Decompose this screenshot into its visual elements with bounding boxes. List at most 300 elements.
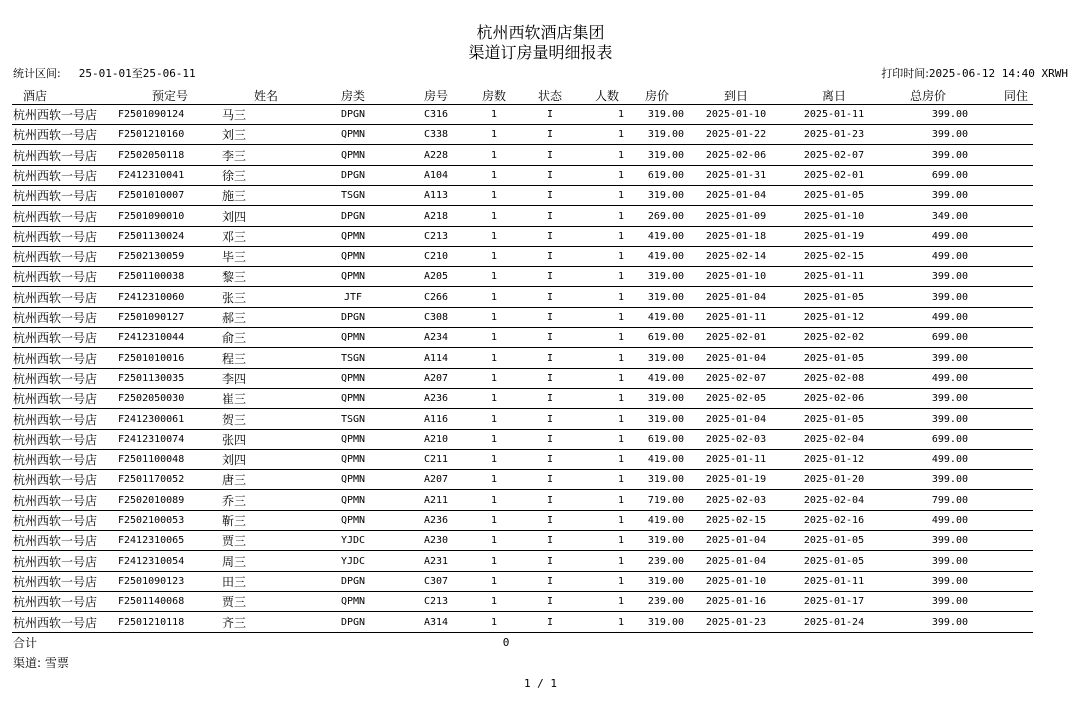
cell-status: I [546, 271, 554, 282]
cell-sharer [983, 267, 1043, 287]
cell-arrival-date: 2025-01-10 [705, 109, 767, 120]
cell-booking-no: F2501100038 [118, 271, 185, 282]
cell-room-count: 1 [490, 495, 498, 506]
cell-persons: 1 [617, 292, 624, 303]
cell-room-rate: 719.00 [647, 495, 684, 506]
cell-hotel: 杭州西软一号店 [13, 128, 98, 142]
cell-room-no: A230 [423, 535, 449, 546]
cell-sharer [983, 389, 1043, 409]
cell-room-rate: 319.00 [647, 414, 684, 425]
cell-booking-no: F2501090127 [118, 312, 185, 323]
cell-arrival-date: 2025-01-23 [705, 617, 767, 628]
cell-guest-name: 贾三 [222, 595, 247, 609]
header-room-rate: 房价 [644, 89, 669, 103]
cell-room-rate: 419.00 [647, 454, 684, 465]
cell-sharer [983, 491, 1043, 511]
cell-total-rate: 399.00 [931, 535, 968, 546]
cell-sharer [983, 247, 1043, 267]
cell-departure-date: 2025-01-11 [803, 576, 865, 587]
cell-sharer [983, 410, 1043, 430]
cell-guest-name: 崔三 [222, 392, 247, 406]
cell-arrival-date: 2025-02-05 [705, 393, 767, 404]
cell-status: I [546, 454, 554, 465]
cell-total-rate: 799.00 [931, 495, 968, 506]
cell-hotel: 杭州西软一号店 [13, 473, 98, 487]
cell-room-count: 1 [490, 150, 498, 161]
cell-booking-no: F2502050118 [118, 150, 185, 161]
row-rule [12, 226, 1033, 227]
row-rule [12, 489, 1033, 490]
cell-room-count: 1 [490, 129, 498, 140]
cell-departure-date: 2025-02-07 [803, 150, 865, 161]
cell-sharer [983, 369, 1043, 389]
cell-guest-name: 刘四 [222, 210, 247, 224]
cell-total-rate: 499.00 [931, 454, 968, 465]
cell-sharer [983, 511, 1043, 531]
cell-booking-no: F2501010016 [118, 353, 185, 364]
cell-booking-no: F2501210118 [118, 617, 185, 628]
row-rule [12, 510, 1033, 511]
cell-room-rate: 319.00 [647, 353, 684, 364]
cell-hotel: 杭州西软一号店 [13, 270, 98, 284]
cell-guest-name: 施三 [222, 189, 247, 203]
cell-persons: 1 [617, 271, 624, 282]
cell-total-rate: 499.00 [931, 373, 968, 384]
cell-sharer [983, 450, 1043, 470]
row-rule [12, 388, 1033, 389]
cell-guest-name: 邓三 [222, 230, 247, 244]
header-room-type: 房类 [340, 89, 365, 103]
cell-guest-name: 徐三 [222, 169, 247, 183]
cell-room-type: QPMN [340, 271, 366, 282]
cell-status: I [546, 474, 554, 485]
cell-hotel: 杭州西软一号店 [13, 149, 98, 163]
cell-room-type: YJDC [340, 535, 366, 546]
cell-room-count: 1 [490, 515, 498, 526]
cell-sharer [983, 552, 1043, 572]
cell-room-no: C210 [423, 251, 449, 262]
cell-hotel: 杭州西软一号店 [13, 514, 98, 528]
row-rule [12, 368, 1033, 369]
cell-departure-date: 2025-02-02 [803, 332, 865, 343]
cell-room-no: A234 [423, 332, 449, 343]
cell-persons: 1 [617, 414, 624, 425]
cell-total-rate: 699.00 [931, 170, 968, 181]
cell-booking-no: F2501130035 [118, 373, 185, 384]
cell-room-rate: 319.00 [647, 474, 684, 485]
cell-hotel: 杭州西软一号店 [13, 169, 98, 183]
cell-room-no: A116 [423, 414, 449, 425]
cell-room-no: C213 [423, 596, 449, 607]
cell-room-rate: 619.00 [647, 434, 684, 445]
row-rule [12, 327, 1033, 328]
cell-total-rate: 399.00 [931, 353, 968, 364]
cell-room-count: 1 [490, 190, 498, 201]
cell-persons: 1 [617, 231, 624, 242]
row-rule [12, 144, 1033, 145]
cell-room-type: TSGN [340, 190, 366, 201]
cell-booking-no: F2501010007 [118, 190, 185, 201]
cell-room-no: A231 [423, 556, 449, 567]
row-rule [12, 469, 1033, 470]
cell-room-count: 1 [490, 211, 498, 222]
cell-departure-date: 2025-02-06 [803, 393, 865, 404]
cell-guest-name: 马三 [222, 108, 247, 122]
cell-total-rate: 399.00 [931, 474, 968, 485]
cell-room-type: QPMN [340, 332, 366, 343]
cell-arrival-date: 2025-01-18 [705, 231, 767, 242]
cell-room-rate: 239.00 [647, 556, 684, 567]
cell-room-no: C338 [423, 129, 449, 140]
cell-departure-date: 2025-02-08 [803, 373, 865, 384]
cell-booking-no: F2412310041 [118, 170, 185, 181]
cell-departure-date: 2025-01-11 [803, 109, 865, 120]
row-rule [12, 286, 1033, 287]
cell-room-count: 1 [490, 556, 498, 567]
cell-booking-no: F2412310044 [118, 332, 185, 343]
cell-room-count: 1 [490, 393, 498, 404]
cell-departure-date: 2025-01-12 [803, 312, 865, 323]
print-time-label: 打印时间: [881, 67, 929, 80]
company-title: 杭州西软酒店集团 [476, 23, 605, 42]
cell-departure-date: 2025-01-05 [803, 414, 865, 425]
cell-total-rate: 399.00 [931, 414, 968, 425]
period-info [13, 67, 196, 81]
cell-sharer [983, 430, 1043, 450]
cell-room-type: QPMN [340, 596, 366, 607]
cell-arrival-date: 2025-02-01 [705, 332, 767, 343]
cell-persons: 1 [617, 556, 624, 567]
cell-persons: 1 [617, 373, 624, 384]
cell-room-count: 1 [490, 576, 498, 587]
row-rule [12, 165, 1033, 166]
cell-total-rate: 399.00 [931, 271, 968, 282]
cell-room-rate: 319.00 [647, 129, 684, 140]
cell-persons: 1 [617, 495, 624, 506]
cell-room-type: DPGN [340, 312, 366, 323]
cell-arrival-date: 2025-01-11 [705, 454, 767, 465]
cell-hotel: 杭州西软一号店 [13, 595, 98, 609]
cell-arrival-date: 2025-02-06 [705, 150, 767, 161]
cell-room-count: 1 [490, 170, 498, 181]
cell-guest-name: 黎三 [222, 270, 247, 284]
cell-arrival-date: 2025-01-10 [705, 271, 767, 282]
cell-persons: 1 [617, 332, 624, 343]
cell-departure-date: 2025-01-20 [803, 474, 865, 485]
cell-persons: 1 [617, 535, 624, 546]
row-rule [12, 347, 1033, 348]
cell-hotel: 杭州西软一号店 [13, 250, 98, 264]
cell-status: I [546, 373, 554, 384]
header-rule [12, 104, 1033, 105]
cell-arrival-date: 2025-01-31 [705, 170, 767, 181]
cell-departure-date: 2025-01-19 [803, 231, 865, 242]
cell-arrival-date: 2025-02-03 [705, 434, 767, 445]
cell-departure-date: 2025-01-05 [803, 292, 865, 303]
cell-total-rate: 499.00 [931, 312, 968, 323]
row-rule [12, 632, 1033, 633]
cell-room-count: 1 [490, 373, 498, 384]
cell-room-rate: 319.00 [647, 109, 684, 120]
cell-arrival-date: 2025-01-11 [705, 312, 767, 323]
cell-guest-name: 靳三 [222, 514, 247, 528]
cell-hotel: 杭州西软一号店 [13, 189, 98, 203]
cell-guest-name: 李四 [222, 372, 247, 386]
cell-persons: 1 [617, 150, 624, 161]
cell-room-rate: 419.00 [647, 312, 684, 323]
cell-departure-date: 2025-02-04 [803, 495, 865, 506]
cell-sharer [983, 186, 1043, 206]
period-value: 25-01-01至25-06-11 [78, 67, 196, 80]
cell-persons: 1 [617, 129, 624, 140]
cell-booking-no: F2502010089 [118, 495, 185, 506]
cell-sharer [983, 105, 1043, 125]
cell-total-rate: 399.00 [931, 292, 968, 303]
cell-status: I [546, 251, 554, 262]
cell-room-count: 1 [490, 251, 498, 262]
cell-guest-name: 贾三 [222, 534, 247, 548]
row-rule [12, 124, 1033, 125]
cell-room-no: A236 [423, 393, 449, 404]
cell-arrival-date: 2025-01-04 [705, 414, 767, 425]
cell-departure-date: 2025-01-24 [803, 617, 865, 628]
cell-booking-no: F2502130059 [118, 251, 185, 262]
cell-persons: 1 [617, 393, 624, 404]
header-total-rate: 总房价 [909, 89, 946, 103]
row-rule [12, 591, 1033, 592]
channel-label: 渠道: 雪票 [13, 656, 69, 670]
cell-room-type: QPMN [340, 434, 366, 445]
cell-status: I [546, 576, 554, 587]
row-rule [12, 550, 1033, 551]
cell-departure-date: 2025-01-23 [803, 129, 865, 140]
cell-room-rate: 319.00 [647, 393, 684, 404]
row-rule [12, 408, 1033, 409]
cell-room-count: 1 [490, 332, 498, 343]
cell-total-rate: 399.00 [931, 109, 968, 120]
row-rule [12, 571, 1033, 572]
cell-room-count: 1 [490, 109, 498, 120]
cell-booking-no: F2502050030 [118, 393, 185, 404]
header-guest-name: 姓名 [253, 89, 278, 103]
cell-status: I [546, 211, 554, 222]
cell-status: I [546, 353, 554, 364]
cell-hotel: 杭州西软一号店 [13, 433, 98, 447]
cell-room-rate: 619.00 [647, 170, 684, 181]
cell-persons: 1 [617, 170, 624, 181]
cell-persons: 1 [617, 312, 624, 323]
cell-hotel: 杭州西软一号店 [13, 494, 98, 508]
cell-room-rate: 319.00 [647, 617, 684, 628]
cell-departure-date: 2025-01-05 [803, 535, 865, 546]
cell-room-rate: 419.00 [647, 231, 684, 242]
cell-room-rate: 419.00 [647, 251, 684, 262]
cell-status: I [546, 312, 554, 323]
cell-arrival-date: 2025-01-04 [705, 190, 767, 201]
cell-hotel: 杭州西软一号店 [13, 311, 98, 325]
cell-room-no: C316 [423, 109, 449, 120]
cell-room-rate: 319.00 [647, 190, 684, 201]
cell-hotel: 杭州西软一号店 [13, 392, 98, 406]
cell-total-rate: 699.00 [931, 434, 968, 445]
cell-guest-name: 唐三 [222, 473, 247, 487]
cell-guest-name: 毕三 [222, 250, 247, 264]
cell-total-rate: 399.00 [931, 617, 968, 628]
cell-departure-date: 2025-01-05 [803, 190, 865, 201]
cell-sharer [983, 328, 1043, 348]
cell-room-type: TSGN [340, 414, 366, 425]
cell-arrival-date: 2025-01-22 [705, 129, 767, 140]
cell-hotel: 杭州西软一号店 [13, 108, 98, 122]
cell-sharer [983, 146, 1043, 166]
cell-booking-no: F2501100048 [118, 454, 185, 465]
cell-departure-date: 2025-01-05 [803, 556, 865, 567]
cell-room-rate: 319.00 [647, 271, 684, 282]
cell-room-type: DPGN [340, 170, 366, 181]
cell-hotel: 杭州西软一号店 [13, 352, 98, 366]
cell-status: I [546, 617, 554, 628]
cell-total-rate: 399.00 [931, 556, 968, 567]
cell-guest-name: 田三 [222, 575, 247, 589]
print-time-value: 2025-06-12 14:40 XRWH [928, 67, 1068, 80]
header-room-count: 房数 [481, 89, 506, 103]
cell-arrival-date: 2025-02-14 [705, 251, 767, 262]
cell-departure-date: 2025-02-16 [803, 515, 865, 526]
cell-room-no: A236 [423, 515, 449, 526]
cell-booking-no: F2501130024 [118, 231, 185, 242]
cell-room-type: DPGN [340, 109, 366, 120]
row-rule [12, 449, 1033, 450]
header-room-no: 房号 [423, 89, 448, 103]
cell-room-type: QPMN [340, 495, 366, 506]
cell-room-rate: 419.00 [647, 373, 684, 384]
cell-status: I [546, 150, 554, 161]
cell-room-no: C213 [423, 231, 449, 242]
cell-room-no: C266 [423, 292, 449, 303]
cell-room-type: QPMN [340, 515, 366, 526]
cell-guest-name: 齐三 [222, 616, 247, 630]
cell-total-rate: 499.00 [931, 231, 968, 242]
cell-guest-name: 刘四 [222, 453, 247, 467]
cell-persons: 1 [617, 474, 624, 485]
period-label: 统计区间: [13, 67, 61, 80]
cell-booking-no: F2501090124 [118, 109, 185, 120]
cell-room-no: A218 [423, 211, 449, 222]
cell-booking-no: F2501170052 [118, 474, 185, 485]
cell-status: I [546, 556, 554, 567]
cell-status: I [546, 332, 554, 343]
cell-room-count: 1 [490, 434, 498, 445]
header-hotel: 酒店 [22, 89, 47, 103]
cell-room-count: 1 [490, 231, 498, 242]
cell-room-count: 1 [490, 312, 498, 323]
cell-room-type: DPGN [340, 211, 366, 222]
cell-arrival-date: 2025-02-07 [705, 373, 767, 384]
cell-room-count: 1 [490, 596, 498, 607]
cell-guest-name: 贺三 [222, 413, 247, 427]
cell-sharer [983, 349, 1043, 369]
cell-room-no: A113 [423, 190, 449, 201]
cell-booking-no: F2501090123 [118, 576, 185, 587]
cell-guest-name: 郝三 [222, 311, 247, 325]
cell-sharer [983, 572, 1043, 592]
cell-booking-no: F2501140068 [118, 596, 185, 607]
cell-booking-no: F2412310054 [118, 556, 185, 567]
cell-room-type: QPMN [340, 474, 366, 485]
cell-total-rate: 499.00 [931, 515, 968, 526]
cell-sharer [983, 166, 1043, 186]
cell-arrival-date: 2025-02-03 [705, 495, 767, 506]
cell-room-type: TSGN [340, 353, 366, 364]
cell-sharer [983, 308, 1043, 328]
cell-status: I [546, 292, 554, 303]
cell-room-type: QPMN [340, 373, 366, 384]
cell-arrival-date: 2025-01-04 [705, 556, 767, 567]
cell-departure-date: 2025-02-15 [803, 251, 865, 262]
cell-room-rate: 319.00 [647, 150, 684, 161]
cell-sharer [983, 125, 1043, 145]
cell-hotel: 杭州西软一号店 [13, 616, 98, 630]
cell-status: I [546, 109, 554, 120]
cell-room-rate: 239.00 [647, 596, 684, 607]
cell-room-type: YJDC [340, 556, 366, 567]
header-booking-no: 预定号 [151, 89, 188, 103]
cell-guest-name: 乔三 [222, 494, 247, 508]
cell-status: I [546, 515, 554, 526]
cell-arrival-date: 2025-01-04 [705, 535, 767, 546]
cell-guest-name: 张四 [222, 433, 247, 447]
cell-room-type: QPMN [340, 251, 366, 262]
cell-room-count: 1 [490, 353, 498, 364]
cell-arrival-date: 2025-02-15 [705, 515, 767, 526]
cell-sharer [983, 207, 1043, 227]
cell-room-no: A205 [423, 271, 449, 282]
cell-departure-date: 2025-02-04 [803, 434, 865, 445]
cell-booking-no: F2412300061 [118, 414, 185, 425]
cell-sharer [983, 470, 1043, 490]
cell-room-type: DPGN [340, 617, 366, 628]
cell-room-count: 1 [490, 454, 498, 465]
cell-room-rate: 419.00 [647, 515, 684, 526]
cell-persons: 1 [617, 454, 624, 465]
cell-status: I [546, 596, 554, 607]
cell-persons: 1 [617, 596, 624, 607]
cell-room-type: QPMN [340, 129, 366, 140]
cell-status: I [546, 190, 554, 201]
total-label: 合计 [13, 636, 38, 650]
cell-room-count: 1 [490, 414, 498, 425]
cell-persons: 1 [617, 211, 624, 222]
row-rule [12, 530, 1033, 531]
cell-persons: 1 [617, 190, 624, 201]
cell-arrival-date: 2025-01-19 [705, 474, 767, 485]
cell-hotel: 杭州西软一号店 [13, 575, 98, 589]
cell-persons: 1 [617, 251, 624, 262]
cell-departure-date: 2025-01-10 [803, 211, 865, 222]
cell-room-no: A314 [423, 617, 449, 628]
cell-total-rate: 399.00 [931, 190, 968, 201]
cell-room-count: 1 [490, 535, 498, 546]
cell-room-count: 1 [490, 271, 498, 282]
cell-total-rate: 399.00 [931, 393, 968, 404]
cell-departure-date: 2025-02-01 [803, 170, 865, 181]
cell-arrival-date: 2025-01-04 [705, 353, 767, 364]
cell-sharer [983, 288, 1043, 308]
cell-sharer [983, 592, 1043, 612]
row-rule [12, 307, 1033, 308]
cell-room-no: C211 [423, 454, 449, 465]
cell-guest-name: 李三 [222, 149, 247, 163]
